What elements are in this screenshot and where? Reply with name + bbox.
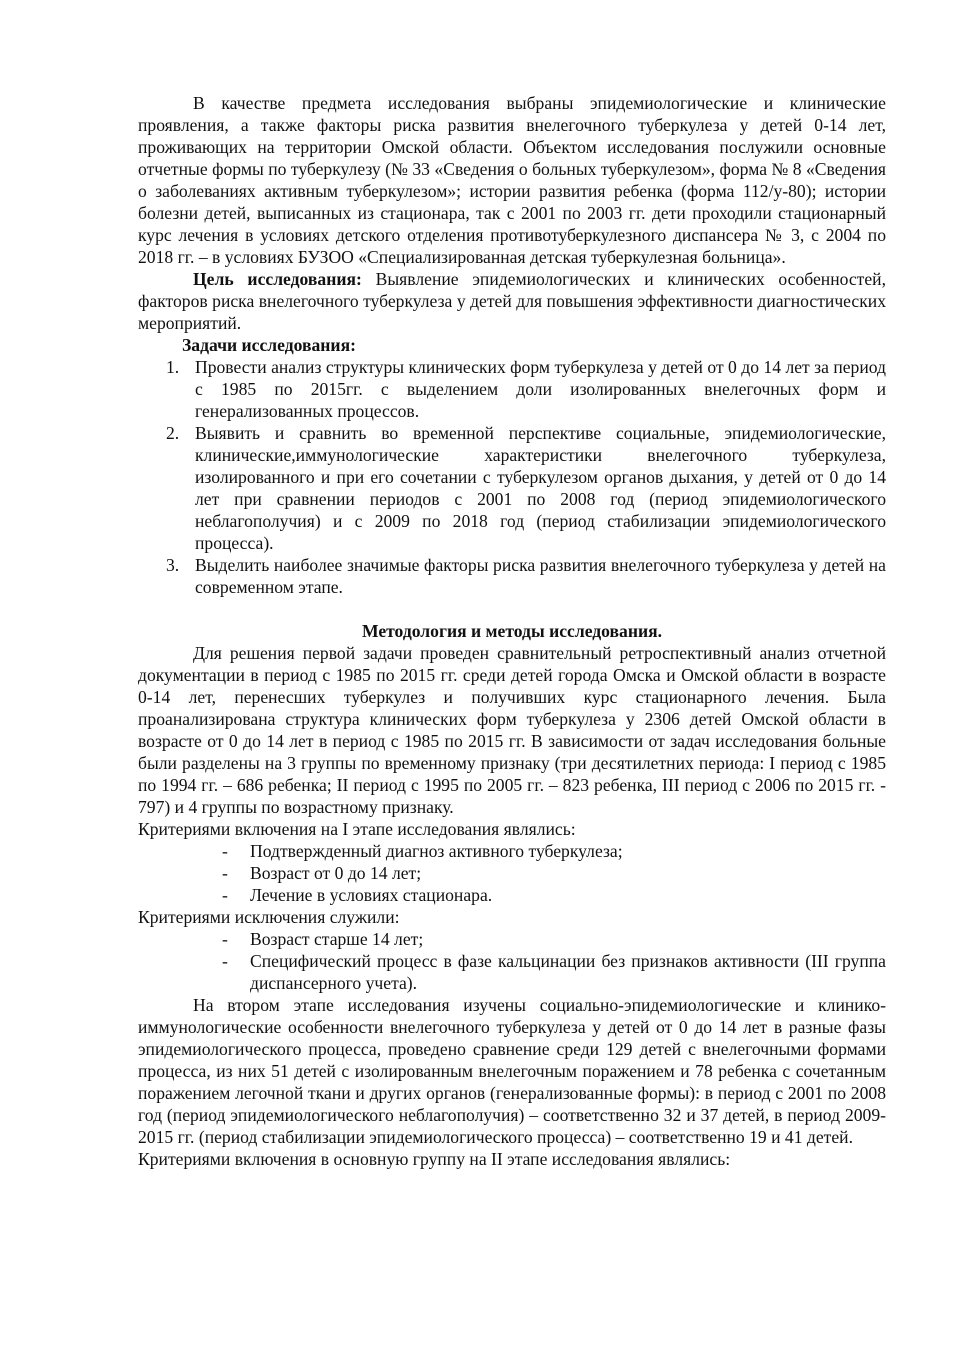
stage2-paragraph: На втором этапе исследования изучены социально-эпидемиологические и клинико-иммунологические особенности внелегочного туберкулеза у детей от 0 до 14 лет в разные фазы эпидемиологического процесса, проведено сравнение среди 129 детей с внелегочными формами процесса, из них 51 детей с изолированным внелегочным поражением и 78 ребенка с сочетанным поражением легочной ткани и других органов (генерализованные формы): в период с 2001 по 2008 год (период эпидемиологического неблагополучия) – соответственно 32 и 37 детей, в период 2009-2015 гг. (период стабилизации эпидемиологического процесса) – соответственно 19 и 41 детей. bbox=[138, 995, 886, 1147]
methods-paragraph: Для решения первой задачи проведен сравнительный ретроспективный анализ отчетной документации в период с 1985 по 2015 гг. среди детей города Омска и Омской области в возрасте 0-14 лет, перенесших туберкулез и получивших курс стационарного лечения. Была проанализирована структура клинических форм туберкулеза у 2306 детей Омской области в возрасте от 0 до 14 лет в период с 1985 по 2015 гг. В зависимости от задач исследования больные были разделены на 3 группы по временному признаку (три десятилетних периода: I период с 1985 по 1994 гг. – 686 ребенка; II период с 1995 по 2005 гг. – 823 ребенка, III период с 2006 по 2015 гг. - 797) и 4 группы по возрастному признаку. bbox=[138, 643, 886, 817]
task-text: Выделить наиболее значимые факторы риска развития внелегочного туберкулеза у детей на современном этапе. bbox=[195, 555, 886, 597]
methods-heading: Методология и методы исследования. bbox=[361, 621, 663, 641]
task-number: 1. bbox=[166, 357, 180, 377]
tasks-heading: Задачи исследования: bbox=[182, 335, 356, 355]
section-spacer bbox=[138, 598, 886, 620]
goal-paragraph bbox=[138, 268, 886, 334]
task-item bbox=[138, 356, 886, 422]
exclusion-list bbox=[138, 928, 886, 994]
list-item-text: Подтвержденный диагноз активного туберкулеза; bbox=[250, 841, 623, 861]
list-item bbox=[138, 862, 886, 884]
document-page bbox=[138, 92, 886, 1170]
list-item bbox=[138, 840, 886, 862]
dash-marker: - bbox=[222, 929, 228, 949]
dash-marker: - bbox=[222, 841, 228, 861]
list-item-text: Лечение в условиях стационара. bbox=[250, 885, 493, 905]
list-item-text: Возраст от 0 до 14 лет; bbox=[250, 863, 422, 883]
list-item bbox=[138, 928, 886, 950]
subject-paragraph: В качестве предмета исследования выбраны эпидемиологические и клинические проявления, а также факторы риска развития внелегочного туберкулеза у детей 0-14 лет, проживающих на территории Омской области. Объектом исследования послужили основные отчетные формы по туберкулезу (№ 33 «Сведения о больных туберкулезом», форма № 8 «Сведения о заболеваниях активным туберкулезом»; истории развития ребенка (форма 112/у-80); истории болезни детей, выписанных из стационара, так с 2001 по 2003 гг. дети проходили стационарный курс лечения в условиях детского отделения противотуберкулезного диспансера № 3, с 2004 по 2018 гг. – в условиях БУЗОО «Специализированная детская туберкулезная больница». bbox=[138, 93, 886, 267]
goal-text: Выявление эпидемиологических и клинических особенностей, факторов риска внелегочного туберкулеза у детей для повышения эффективности диагностических мероприятий. bbox=[138, 269, 886, 333]
list-item-text: Возраст старше 14 лет; bbox=[250, 929, 424, 949]
dash-marker: - bbox=[222, 885, 228, 905]
dash-marker: - bbox=[222, 863, 228, 883]
task-text: Провести анализ структуры клинических форм туберкулеза у детей от 0 до 14 лет за период с 1985 по 2015гг. с выделением доли изолированных внелегочных форм и генерализованных процессов. bbox=[195, 357, 886, 421]
task-number: 3. bbox=[166, 555, 180, 575]
task-text: Выявить и сравнить во временной перспективе социальные, эпидемиологические, клинические,иммунологические характеристики внелегочного туберкулеза, изолированного и при его сочетании с туберкулезом органов дыхания, у детей от 0 до 14 лет при сравнении периодов с 2001 по 2008 год (период эпидемиологического неблагополучия) и с 2009 по 2018 год (период стабилизации эпидемиологического процесса). bbox=[195, 423, 886, 553]
dash-marker: - bbox=[222, 951, 228, 971]
goal-label: Цель исследования: bbox=[193, 269, 362, 289]
task-number: 2. bbox=[166, 423, 180, 443]
list-item bbox=[138, 884, 886, 906]
task-item bbox=[138, 554, 886, 598]
tasks-list bbox=[138, 356, 886, 598]
inclusion-list bbox=[138, 840, 886, 906]
list-item bbox=[138, 950, 886, 994]
inclusion-intro: Критериями включения на I этапе исследования являлись: bbox=[138, 819, 576, 839]
task-item bbox=[138, 422, 886, 554]
exclusion-intro: Критериями исключения служили: bbox=[138, 907, 400, 927]
list-item-text: Специфический процесс в фазе кальцинации без признаков активности (III группа диспансерного учета). bbox=[250, 951, 886, 993]
stage2-intro: Критериями включения в основную группу на II этапе исследования являлись: bbox=[138, 1149, 731, 1169]
